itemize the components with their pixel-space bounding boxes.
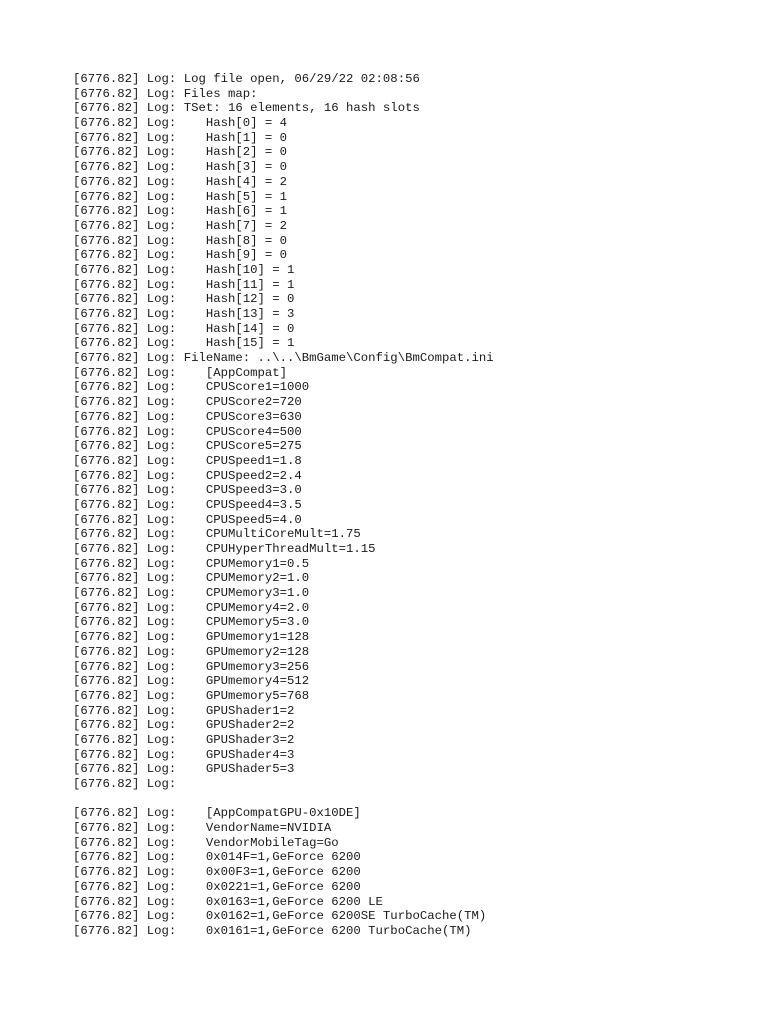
log-line: [6776.82] Log: Hash[14] = 0 bbox=[73, 321, 295, 336]
log-line: [6776.82] Log: GPUmemory1=128 bbox=[73, 630, 310, 645]
log-line: [6776.82] Log: Hash[6] = 1 bbox=[73, 204, 288, 219]
log-line: [6776.82] Log: CPUSpeed1=1.8 bbox=[73, 453, 302, 468]
log-line: [6776.82] Log: Hash[7] = 2 bbox=[73, 218, 288, 233]
log-line: [6776.82] Log: 0x014F=1,GeForce 6200 bbox=[73, 850, 361, 865]
log-line: [6776.82] Log: CPUHyperThreadMult=1.15 bbox=[73, 542, 376, 556]
log-line: [6776.82] Log: Hash[4] = 2 bbox=[73, 174, 288, 189]
log-line: [6776.82] Log: TSet: 16 elements, 16 hash slots bbox=[73, 101, 420, 116]
log-line: [6776.82] Log: Hash[10] = 1 bbox=[73, 262, 295, 277]
log-line: [6776.82] Log: Hash[9] = 0 bbox=[73, 248, 288, 263]
log-line: [6776.82] Log: Hash[15] = 1 bbox=[73, 336, 295, 351]
log-line: [6776.82] Log: 0x0161=1,GeForce 6200 TurboCache(TM) bbox=[73, 923, 472, 938]
log-lines bbox=[73, 72, 753, 939]
log-line: [6776.82] Log: bbox=[73, 777, 177, 791]
log-line: [6776.82] Log: 0x00F3=1,GeForce 6200 bbox=[73, 865, 361, 880]
log-line: [6776.82] Log: GPUShader4=3 bbox=[73, 747, 295, 762]
log-line: [6776.82] Log: CPUMultiCoreMult=1.75 bbox=[73, 527, 361, 542]
log-line: [6776.82] Log: Files map: bbox=[73, 86, 258, 101]
log-line: [6776.82] Log: Hash[5] = 1 bbox=[73, 189, 288, 204]
log-line: [6776.82] Log: CPUMemory5=3.0 bbox=[73, 615, 310, 630]
log-line: [6776.82] Log: CPUScore3=630 bbox=[73, 409, 302, 424]
log-document bbox=[73, 72, 753, 939]
log-line: [6776.82] Log: Hash[2] = 0 bbox=[73, 145, 288, 160]
log-line: [6776.82] Log: 0x0221=1,GeForce 6200 bbox=[73, 879, 361, 894]
log-line: [6776.82] Log: CPUSpeed4=3.5 bbox=[73, 497, 302, 512]
log-line: [6776.82] Log: Hash[0] = 4 bbox=[73, 116, 288, 131]
log-line: [6776.82] Log: CPUScore1=1000 bbox=[73, 380, 310, 395]
log-line: [6776.82] Log: CPUScore4=500 bbox=[73, 424, 302, 439]
log-line: [6776.82] Log: CPUMemory2=1.0 bbox=[73, 571, 310, 586]
log-line bbox=[73, 792, 753, 807]
log-line: [6776.82] Log: Hash[12] = 0 bbox=[73, 292, 295, 307]
log-line: [6776.82] Log: CPUMemory4=2.0 bbox=[73, 600, 310, 615]
log-line: [6776.82] Log: GPUmemory2=128 bbox=[73, 644, 310, 659]
log-line: [6776.82] Log: 0x0162=1,GeForce 6200SE TurboCache(TM) bbox=[73, 909, 487, 924]
log-line: [6776.82] Log: FileName: ..\..\BmGame\Config\BmCompat.ini bbox=[73, 351, 494, 366]
log-line: [6776.82] Log: Hash[3] = 0 bbox=[73, 160, 288, 175]
log-line: [6776.82] Log: GPUShader3=2 bbox=[73, 732, 295, 747]
log-line: [6776.82] Log: Log file open, 06/29/22 02:08:56 bbox=[73, 72, 420, 86]
log-line: [6776.82] Log: CPUSpeed3=3.0 bbox=[73, 483, 302, 498]
log-line: [6776.82] Log: GPUmemory4=512 bbox=[73, 674, 310, 689]
log-line: [6776.82] Log: GPUShader2=2 bbox=[73, 718, 295, 733]
log-line: [6776.82] Log: GPUmemory3=256 bbox=[73, 659, 310, 674]
log-line: [6776.82] Log: Hash[13] = 3 bbox=[73, 307, 295, 321]
log-line: [6776.82] Log: VendorMobileTag=Go bbox=[73, 835, 339, 850]
log-line: [6776.82] Log: GPUShader1=2 bbox=[73, 703, 295, 718]
log-line: [6776.82] Log: GPUmemory5=768 bbox=[73, 688, 310, 703]
log-line: [6776.82] Log: CPUScore5=275 bbox=[73, 439, 302, 454]
log-line: [6776.82] Log: Hash[1] = 0 bbox=[73, 130, 288, 145]
log-line: [6776.82] Log: CPUSpeed5=4.0 bbox=[73, 512, 302, 527]
log-line: [6776.82] Log: CPUMemory3=1.0 bbox=[73, 586, 310, 601]
log-line: [6776.82] Log: [AppCompat] bbox=[73, 365, 288, 380]
log-line: [6776.82] Log: Hash[11] = 1 bbox=[73, 277, 295, 292]
log-line: [6776.82] Log: Hash[8] = 0 bbox=[73, 233, 288, 248]
log-line: [6776.82] Log: VendorName=NVIDIA bbox=[73, 821, 332, 836]
log-line: [6776.82] Log: GPUShader5=3 bbox=[73, 762, 295, 777]
log-line: [6776.82] Log: CPUMemory1=0.5 bbox=[73, 556, 310, 571]
log-line: [6776.82] Log: CPUScore2=720 bbox=[73, 395, 302, 410]
log-line: [6776.82] Log: [AppCompatGPU-0x10DE] bbox=[73, 806, 361, 821]
log-line: [6776.82] Log: 0x0163=1,GeForce 6200 LE bbox=[73, 894, 383, 909]
log-line: [6776.82] Log: CPUSpeed2=2.4 bbox=[73, 468, 302, 483]
